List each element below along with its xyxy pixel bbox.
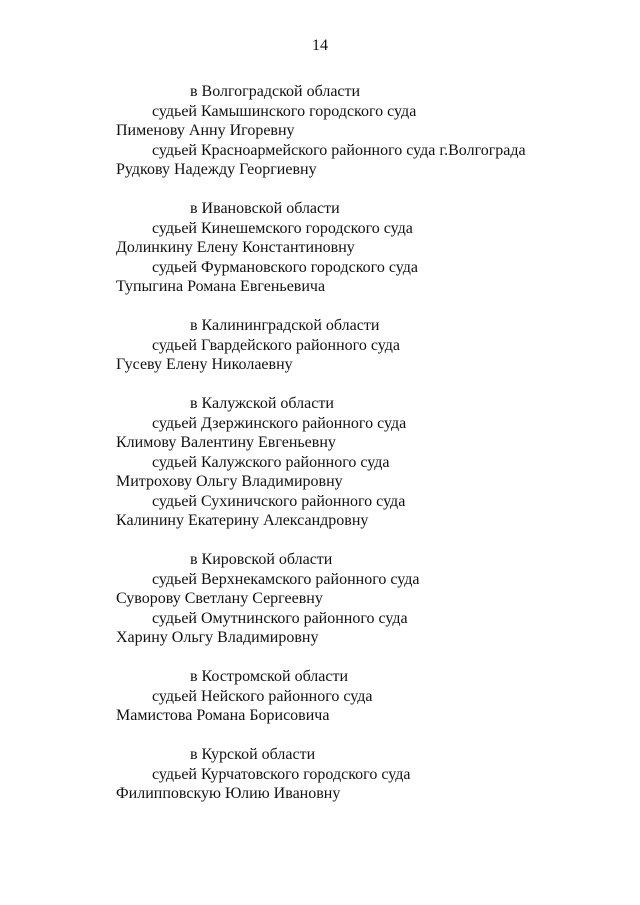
court-appointment: судьей Сухиничского районного суда <box>152 492 406 510</box>
region-block <box>0 199 640 297</box>
region-block <box>0 667 640 726</box>
region-title: в Калужской области <box>190 395 334 412</box>
judge-name: Климову Валентину Евгеньевну <box>116 434 336 451</box>
region-title: в Костромской области <box>190 668 349 685</box>
court-appointment: судьей Омутнинского районного суда <box>152 609 408 627</box>
judge-name: Суворову Светлану Сергеевну <box>116 590 323 607</box>
region-block <box>0 745 640 804</box>
court-appointment: судьей Нейского районного суда <box>152 687 373 705</box>
judge-name: Долинкину Елену Константиновну <box>116 239 355 256</box>
region-title: в Ивановской области <box>190 200 340 217</box>
court-appointment: судьей Дзержинского районного суда <box>152 414 407 432</box>
court-appointment: судьей Камышинского городского суда <box>152 102 417 120</box>
region-block <box>0 82 640 180</box>
region-title: в Курской области <box>190 746 316 763</box>
judge-name: Пименову Анну Игоревну <box>116 122 295 139</box>
region-block <box>0 394 640 531</box>
region-title: в Кировской области <box>190 551 333 568</box>
judge-name: Тупыгина Романа Евгеньевича <box>116 278 326 295</box>
judge-name: Харину Ольгу Владимировну <box>116 629 319 646</box>
judge-name: Митрохову Ольгу Владимировну <box>116 473 343 490</box>
court-appointment: судьей Верхнекамского районного суда <box>152 570 420 588</box>
judge-name: Рудкову Надежду Георгиевну <box>116 161 317 178</box>
court-appointment: судьей Курчатовского городского суда <box>152 765 411 783</box>
page-number: 14 <box>312 37 328 54</box>
judge-name: Мамистова Романа Борисовича <box>116 707 330 724</box>
judge-name: Калинину Екатерину Александровну <box>116 512 369 529</box>
court-appointment: судьей Фурмановского городского суда <box>152 258 418 276</box>
court-appointment: судьей Кинешемского городского суда <box>152 219 413 237</box>
appointments-list <box>0 82 640 823</box>
judge-name: Гусеву Елену Николаевну <box>116 356 293 373</box>
region-title: в Волгоградской области <box>190 83 361 100</box>
court-appointment: судьей Калужского районного суда <box>152 453 390 471</box>
court-appointment: судьей Гвардейского районного суда <box>152 336 400 354</box>
region-title: в Калининградской области <box>190 317 380 334</box>
court-appointment: судьей Красноармейского районного суда г.Волгограда <box>152 141 526 159</box>
judge-name: Филипповскую Юлию Ивановну <box>116 785 341 802</box>
region-block <box>0 550 640 648</box>
region-block <box>0 316 640 375</box>
